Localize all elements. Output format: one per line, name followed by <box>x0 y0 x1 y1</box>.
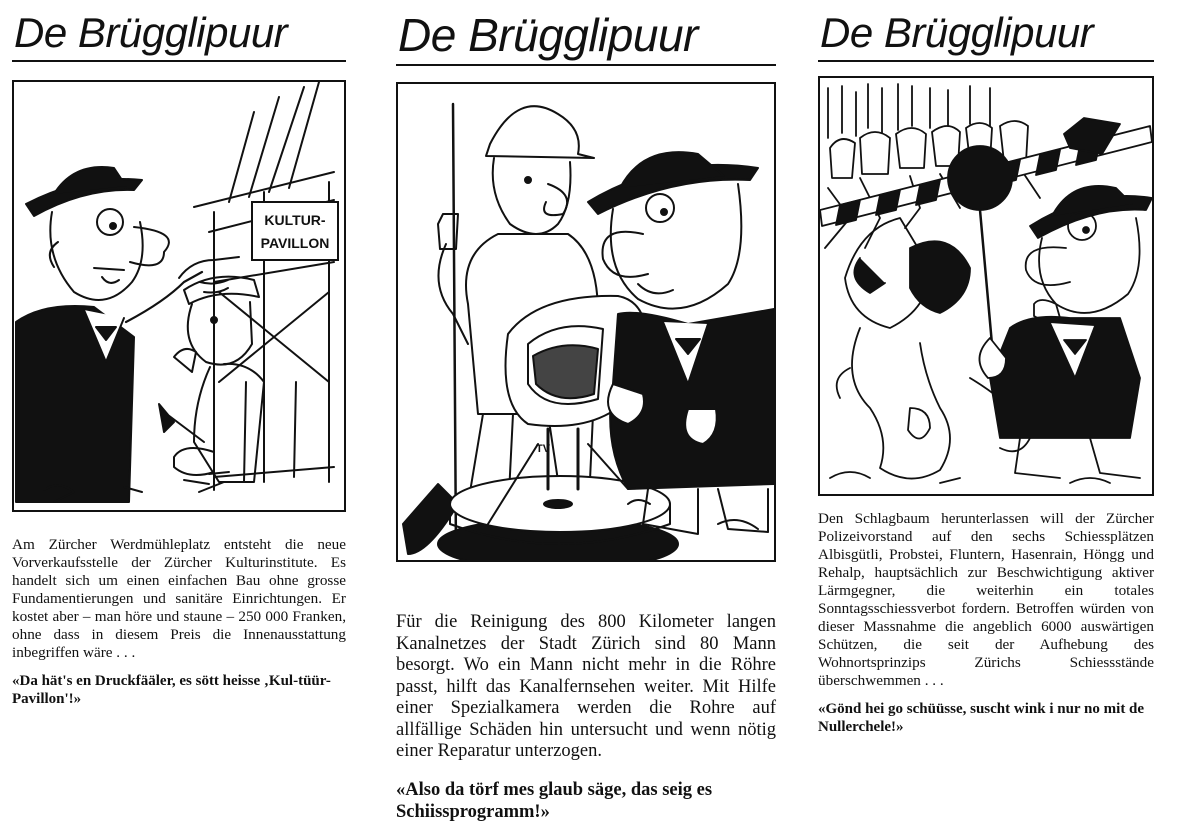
cartoon-panel-shooting-range <box>818 76 1154 496</box>
tv-camera-label: TV <box>536 443 551 455</box>
column-title: De Brügglipuur <box>12 12 346 62</box>
cartoon-drawing <box>398 84 774 560</box>
article-body: Am Zürcher Werdmühleplatz entsteht die neue Vorverkaufsstelle der Zürcher Kulturinstitute. Es handelt sich um einen einfachen Bau ohne grosse Fundamentierungen und sanitäre Einrichtungen. Er kostet aber – man höre und staune – 250 000 Franken, ohne dass in diesem Preis die Innenausstattung inbegriffen wäre . . . <box>12 536 346 661</box>
cartoon-drawing <box>14 82 344 510</box>
cartoon-panel-sewer-camera <box>396 82 776 562</box>
cartoon-caption-quote: «Gönd hei go schüüsse, suscht wink i nur no mit de Nullerchele!» <box>818 701 1145 735</box>
article-body: Den Schlagbaum herunterlassen will der Zürcher Polizeivorstand auf den sechs Schiessplätzen Albisgütli, Probstei, Fluntern, Hasenrain, Höngg und Rehalp, hauptsächlich zur Beschwichtigung aktiver Lärmgegner, die weiterhin ein totales Sonntagsschiessverbot fordern. Betroffen würden von dieser Massnahme die angeblich 6000 auswärtigen Schützen, die seit der Aufhebung des Wohnortsprinzips Zürichs Schiessstände überschwemmen . . . <box>818 510 1154 689</box>
cartoon-panel-pavilion <box>12 80 346 512</box>
column-kanalfernsehen <box>396 0 776 823</box>
cartoon-caption-quote: «Also da törf mes glaub säge, das seig es Schiissprogramm!» <box>396 779 713 822</box>
column-kultur-pavillon <box>12 0 346 708</box>
kulturpavillon-sign <box>252 202 338 260</box>
article-body: Für die Reinigung des 800 Kilometer langen Kanalnetzes der Stadt Zürich sind 80 Mann besorgt. Wo ein Mann nicht mehr in die Röhre passt, hilft das Kanalfernsehen weiter. Mit Hilfe einer Spezialkamera werden die Rohre auf allfällige Schäden hin untersucht und wenn nötig einer Reparatur unterzogen. <box>396 612 776 761</box>
column-title: De Brügglipuur <box>818 12 1154 62</box>
sign-line-1: KULTUR- <box>264 212 326 228</box>
cartoon-drawing <box>820 78 1152 494</box>
column-title: De Brügglipuur <box>396 12 776 66</box>
sign-line-2: PAVILLON <box>260 235 330 251</box>
cartoon-caption-quote: «Da hät's en Druckfääler, es sött heisse ‚Kul-tüür-Pavillon'!» <box>12 673 331 707</box>
column-schiessplaetze <box>818 0 1154 736</box>
